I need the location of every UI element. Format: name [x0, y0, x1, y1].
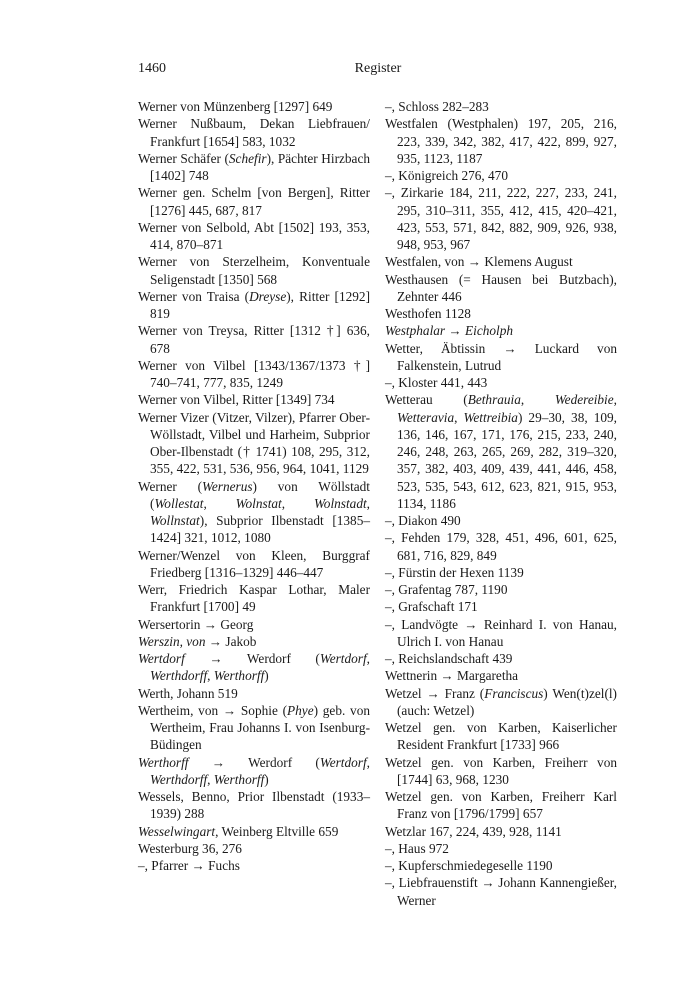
entry-text-italic: Wertdorf — [319, 754, 367, 770]
entry-text: , — [207, 668, 214, 684]
index-entry — [138, 478, 370, 547]
index-entry — [385, 840, 617, 857]
index-entry — [385, 650, 617, 667]
entry-text: –, Grafschaft 171 — [385, 599, 478, 615]
index-entry — [385, 685, 617, 720]
entry-text: , — [366, 651, 370, 666]
index-entry — [138, 702, 370, 754]
entry-text: → Jakob — [205, 633, 257, 649]
entry-text: Werner von Selbold, Abt [1502] 193, 353, 414, 870–871 — [138, 219, 370, 252]
index-entry — [385, 529, 617, 564]
index-entry — [138, 840, 370, 857]
entry-text: Werner von Sterzelheim, Konventuale Seligenstadt [1350] 568 — [138, 254, 370, 287]
entry-text-italic: Wetteravia — [397, 409, 455, 425]
entry-text: Wettnerin → Margaretha — [385, 668, 519, 684]
entry-text: Westhausen (= Hausen bei Butzbach), Zehnter 446 — [385, 271, 617, 304]
entry-text: , — [207, 771, 214, 787]
entry-text-italic: Wesselwingart — [138, 823, 216, 839]
entry-text: Werner ( — [138, 478, 203, 494]
index-entry — [138, 409, 370, 478]
index-entry — [385, 167, 617, 184]
entry-text: –, Fehden 179, 328, 451, 496, 601, 625, 681, 716, 829, 849 — [385, 530, 617, 563]
entry-text: ) — [264, 771, 269, 787]
entry-text-italic: Werthorff — [138, 754, 189, 770]
index-column-right — [385, 98, 617, 909]
index-entry — [385, 340, 617, 375]
entry-text: Werner von Traisa ( — [138, 288, 250, 304]
entry-text: –, Landvögte → Reinhard I. von Hanau, Ulrich I. von Hanau — [385, 616, 617, 649]
entry-text: Werner Nußbaum, Dekan Liebfrauen/ Frankfurt [1654] 583, 1032 — [138, 116, 370, 149]
entry-text: ) geb. von Wertheim, Frau Johanns I. von Isenburg-Büdingen — [150, 702, 371, 753]
index-entry — [138, 788, 370, 823]
entry-text: –, Reichslandschaft 439 — [385, 651, 513, 666]
entry-text: Werner gen. Schelm [von Bergen], Ritter [1276] 445, 687, 817 — [138, 185, 370, 218]
index-entry — [138, 322, 370, 357]
entry-text: Werr, Friedrich Kaspar Lothar, Maler Frankfurt [1700] 49 — [138, 582, 370, 615]
index-entry — [385, 857, 617, 874]
entry-text: ), Pächter Hirzbach [1402] 748 — [150, 150, 370, 183]
entry-text: Werner von Treysa, Ritter [1312 †] 636, 678 — [138, 323, 370, 356]
index-entry — [138, 288, 370, 323]
entry-text: Westhofen 1128 — [385, 306, 471, 321]
index-entry — [385, 305, 617, 322]
entry-text: Westfalen, von → Klemens August — [385, 254, 573, 270]
index-entry — [385, 115, 617, 167]
index-entry — [138, 754, 370, 789]
index-entry — [385, 322, 617, 339]
entry-text-italic: Wettreibia — [463, 409, 518, 425]
entry-text-italic: Wertdorf — [319, 651, 367, 666]
entry-text-italic: Werszin, von — [138, 633, 206, 649]
entry-text: → Werdorf ( — [188, 754, 320, 770]
index-entry — [385, 581, 617, 598]
entry-text-italic: Wollestat — [154, 495, 204, 511]
index-entry — [138, 633, 370, 650]
entry-text: –, Liebfrauenstift → Johann Kannengießer, Werner — [385, 875, 617, 908]
entry-text: Wersertorin → Georg — [138, 616, 254, 632]
index-entry — [138, 581, 370, 616]
entry-text: ), Subprior Ilbenstadt [1385–1424] 321, 1012, 1080 — [150, 513, 370, 546]
entry-text: Werth, Johann 519 — [138, 685, 238, 701]
index-entry — [138, 685, 370, 702]
index-entry — [138, 219, 370, 254]
entry-text: –, Kloster 441, 443 — [385, 375, 488, 390]
index-entry — [138, 857, 370, 874]
index-entry — [385, 616, 617, 651]
entry-text: → Werdorf ( — [184, 651, 320, 666]
index-entry — [138, 98, 370, 115]
entry-text: Werner von Vilbel, Ritter [1349] 734 — [138, 392, 335, 408]
index-entry — [138, 650, 370, 685]
entry-text: ) Wen(t)zel(l) (auch: Wetzel) — [397, 685, 617, 718]
index-entry — [138, 823, 370, 840]
index-entry — [385, 391, 617, 512]
entry-text: –, Kupferschmiedegeselle 1190 — [385, 858, 553, 873]
entry-text-italic: Werthorff — [213, 668, 265, 684]
entry-text: Wetterau ( — [385, 392, 468, 408]
running-head: Register — [354, 61, 402, 76]
entry-text-italic: Werthdorff — [150, 771, 208, 787]
page-number: 1460 — [138, 61, 166, 76]
entry-text: , — [520, 392, 555, 408]
index-entry — [385, 564, 617, 581]
entry-text: Werner/Wenzel von Kleen, Burggraf Friedberg [1316–1329] 446–447 — [138, 547, 370, 580]
entry-text: –, Königreich 276, 470 — [385, 168, 508, 183]
index-entry — [138, 547, 370, 582]
index-entry — [138, 150, 370, 185]
index-entry — [385, 823, 617, 840]
index-entry — [138, 616, 370, 633]
entry-text: Werner Schäfer ( — [138, 150, 229, 166]
index-column-left — [138, 98, 370, 874]
entry-text: Wertheim, von → Sophie ( — [138, 702, 288, 718]
entry-text: , — [366, 754, 370, 770]
entry-text: , — [281, 495, 314, 511]
index-entry — [385, 512, 617, 529]
entry-text-italic: Phye — [287, 702, 314, 718]
index-entry — [385, 253, 617, 270]
index-entry — [138, 184, 370, 219]
entry-text-italic: Werthdorff — [150, 668, 208, 684]
entry-text: ) — [264, 668, 269, 684]
entry-text-italic: Bethrauia — [467, 392, 521, 408]
entry-text: –, Schloss 282–283 — [385, 99, 489, 114]
index-entry — [138, 115, 370, 150]
entry-text: ) 29–30, 38, 109, 136, 146, 167, 171, 176, 215, 233, 240, 246, 248, 263, 265, 269, 282, 319–320, 357, 382, 403, 409, 439, 441, 446, 458, 523, 535, 543, 612, 623, 821, 915, 953, 1134, 1186 — [397, 409, 617, 511]
entry-text-italic: Wedereibie — [554, 392, 614, 408]
entry-text: –, Grafentag 787, 1190 — [385, 582, 508, 597]
entry-text: –, Fürstin der Hexen 1139 — [385, 564, 524, 580]
entry-text: Wetter, Äbtissin → Luckard von Falkenstein, Lutrud — [385, 340, 617, 373]
entry-text: Wetzel gen. von Karben, Freiherr Karl Franz von [1796/1799] 657 — [385, 789, 617, 822]
entry-text: , — [203, 495, 236, 511]
entry-text-italic: Dreyse — [249, 288, 287, 304]
index-entry — [138, 357, 370, 392]
entry-text: ) von Wöllstadt ( — [150, 478, 371, 511]
entry-text: –, Zirkarie 184, 211, 222, 227, 233, 241, 295, 310–311, 355, 412, 415, 420–421, 423, 553, 571, 842, 882, 909, 926, 938, 948, 953, 967 — [385, 185, 617, 252]
index-entry — [385, 374, 617, 391]
entry-text-italic: Werthorff — [213, 771, 265, 787]
entry-text-italic: Westphalar → Eicholph — [385, 323, 514, 339]
index-entry — [138, 391, 370, 408]
index-entry — [385, 719, 617, 754]
index-entry — [138, 253, 370, 288]
entry-text-italic: Wertdorf — [138, 651, 185, 666]
entry-text: Westfalen (Westphalen) 197, 205, 216, 223, 339, 342, 382, 417, 422, 899, 927, 935, 1123, 1187 — [385, 116, 617, 166]
entry-text: ), Ritter [1292] 819 — [150, 288, 370, 321]
entry-text: Wetzel gen. von Karben, Freiherr von [1744] 63, 968, 1230 — [385, 754, 617, 787]
entry-text: , — [366, 495, 370, 511]
entry-text: Wessels, Benno, Prior Ilbenstadt (1933–1939) 288 — [138, 789, 370, 822]
index-entry — [385, 271, 617, 306]
entry-text: , — [613, 392, 617, 408]
index-entry — [385, 184, 617, 253]
entry-text: –, Pfarrer → Fuchs — [138, 858, 240, 873]
index-entry — [385, 874, 617, 909]
entry-text-italic: Wernerus — [202, 478, 253, 494]
entry-text: Westerburg 36, 276 — [138, 840, 242, 856]
entry-text: –, Haus 972 — [385, 840, 449, 856]
index-entry — [385, 98, 617, 115]
entry-text: , Weinberg Eltville 659 — [215, 823, 339, 839]
entry-text: , — [454, 409, 464, 425]
entry-text-italic: Franciscus — [484, 685, 544, 701]
entry-text: Wetzlar 167, 224, 439, 928, 1141 — [385, 823, 562, 839]
entry-text: Wetzel → Franz ( — [385, 685, 485, 701]
entry-text-italic: Wollnstat — [150, 513, 200, 528]
entry-text: Werner von Vilbel [1343/1367/1373 †] 740–741, 777, 835, 1249 — [138, 357, 370, 390]
entry-text-italic: Wolnstadt — [313, 495, 367, 511]
index-entry — [385, 788, 617, 823]
entry-text: Werner von Münzenberg [1297] 649 — [138, 99, 333, 114]
index-entry — [385, 754, 617, 789]
entry-text: Wetzel gen. von Karben, Kaiserlicher Resident Frankfurt [1733] 966 — [385, 720, 617, 753]
entry-text-italic: Schefir — [228, 150, 267, 166]
entry-text: Werner Vizer (Vitzer, Vilzer), Pfarrer Ober-Wöllstadt, Vilbel und Harheim, Subprior Ober-Ilbenstadt († 1741) 108, 295, 312, 355, 422, 531, 536, 956, 964, 1041, 1129 — [138, 409, 370, 477]
index-entry — [385, 667, 617, 684]
entry-text: –, Diakon 490 — [385, 513, 461, 528]
entry-text-italic: Wolnstat — [235, 495, 282, 511]
index-entry — [385, 598, 617, 615]
